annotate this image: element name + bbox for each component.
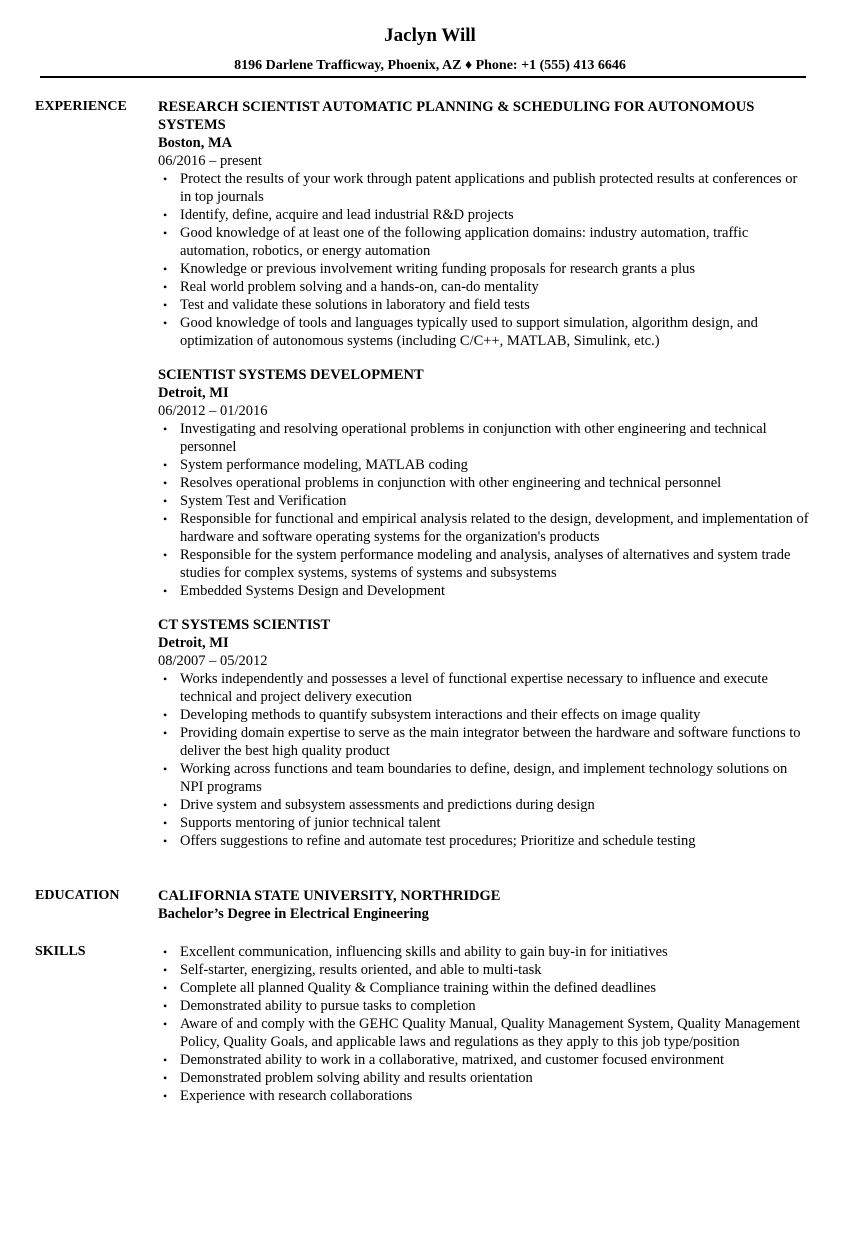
bullet-icon: • [163,981,168,995]
bullet-icon: • [163,726,168,740]
list-item: • Knowledge or previous involvement writing funding proposals for research grants a plus [163,261,696,277]
list-item: • Embedded Systems Design and Development [163,583,445,599]
degree-name: Bachelor’s Degree in Electrical Engineering [158,906,429,922]
list-item: • Responsible for the system performance modeling and analysis, analyses of alternatives and system trade studies for complex systems, systems of systems and subsystems [163,547,791,581]
education-entry [158,887,810,923]
skills-list-wrap [158,943,810,1105]
contact-line: 8196 Darlene Trafficway, Phoenix, AZ ♦ Phone: +1 (555) 413 6646 [234,58,626,73]
bullet-icon: • [163,512,168,526]
job-title: CT SYSTEMS SCIENTIST [158,617,331,633]
list-item: • Good knowledge of at least one of the following application domains: industry automation, traffic automation, robotics, or energy automation [163,225,749,259]
list-item: • Investigating and resolving operational problems in conjunction with other engineering and technical personnel [163,421,767,455]
list-item: • Real world problem solving and a hands-on, can-do mentality [163,279,539,295]
bullet-icon: • [163,494,168,508]
list-item: • Resolves operational problems in conjunction with other engineering and technical personnel [163,475,722,491]
bullet-icon: • [163,1017,168,1031]
bullet-icon: • [163,280,168,294]
bullet-icon: • [163,945,168,959]
list-item: • Excellent communication, influencing skills and ability to gain buy-in for initiatives [163,944,668,960]
job-entry [158,98,810,350]
list-item: • Self-starter, energizing, results oriented, and able to multi-task [163,962,542,978]
bullet-icon: • [163,548,168,562]
job-dates: 06/2012 – 01/2016 [158,403,268,419]
bullet-icon: • [163,476,168,490]
list-item: • Works independently and possesses a level of functional expertise necessary to influence and execute technical and project delivery execution [163,671,768,705]
list-item: • Offers suggestions to refine and automate test procedures; Prioritize and schedule testing [163,833,696,849]
bullet-icon: • [163,208,168,222]
list-item: • Complete all planned Quality & Compliance training within the defined deadlines [163,980,656,996]
job-dates: 08/2007 – 05/2012 [158,653,268,669]
bullet-icon: • [163,1071,168,1085]
bullet-icon: • [163,422,168,436]
resume-header [0,24,860,75]
list-item: • Protect the results of your work through patent applications and publish protected results at conferences or in top journals [163,171,798,205]
list-item: • Experience with research collaborations [163,1088,413,1104]
bullet-icon: • [163,458,168,472]
list-item: • Drive system and subsystem assessments and predictions during design [163,797,595,813]
bullet-icon: • [163,262,168,276]
job-location: Detroit, MI [158,635,229,651]
list-item: • Aware of and comply with the GEHC Quality Manual, Quality Management System, Quality Management Policy, Quality Goals, and applicable laws and regulations as they apply to this job type/position [163,1016,801,1050]
list-item: • Demonstrated problem solving ability and results orientation [163,1070,533,1086]
candidate-name: Jaclyn Will [384,25,476,46]
job-title: RESEARCH SCIENTIST AUTOMATIC PLANNING & SCHEDULING FOR AUTONOMOUS SYSTEMS [158,99,755,133]
list-item: • Demonstrated ability to work in a collaborative, matrixed, and customer focused environment [163,1052,724,1068]
job-entry [158,616,810,850]
list-item: • Working across functions and team boundaries to define, design, and implement technology solutions on NPI programs [163,761,788,795]
bullet-icon: • [163,999,168,1013]
education-label: EDUCATION [35,888,120,903]
list-item: • Good knowledge of tools and languages typically used to support simulation, algorithm design, and optimization of autonomous systems (including C/C++, MATLAB, Simulink, etc.) [163,315,758,349]
list-item: • System performance modeling, MATLAB coding [163,457,468,473]
job-entry [158,366,810,600]
list-item: • System Test and Verification [163,493,347,509]
skills-list [158,943,810,1105]
bullet-icon: • [163,798,168,812]
bullet-icon: • [163,584,168,598]
bullet-icon: • [163,816,168,830]
bullet-icon: • [163,708,168,722]
job-location: Boston, MA [158,135,233,151]
bullet-icon: • [163,298,168,312]
job-location: Detroit, MI [158,385,229,401]
list-item: • Demonstrated ability to pursue tasks to completion [163,998,476,1014]
list-item: • Supports mentoring of junior technical talent [163,815,441,831]
bullet-icon: • [163,963,168,977]
bullet-icon: • [163,172,168,186]
header-divider [40,76,806,78]
bullet-icon: • [163,1089,168,1103]
list-item: • Identify, define, acquire and lead industrial R&D projects [163,207,514,223]
list-item: • Responsible for functional and empirical analysis related to the design, development, and implementation of hardware and software operating systems for the organization's products [163,511,809,545]
school-name: CALIFORNIA STATE UNIVERSITY, NORTHRIDGE [158,888,501,904]
skills-label: SKILLS [35,944,86,959]
bullet-icon: • [163,1053,168,1067]
experience-list [158,98,810,866]
experience-label: EXPERIENCE [35,99,127,114]
bullet-icon: • [163,672,168,686]
list-item: • Test and validate these solutions in laboratory and field tests [163,297,530,313]
bullet-icon: • [163,316,168,330]
job-bullets [158,420,810,600]
bullet-icon: • [163,834,168,848]
bullet-icon: • [163,226,168,240]
job-bullets [158,670,810,850]
job-title: SCIENTIST SYSTEMS DEVELOPMENT [158,367,424,383]
bullet-icon: • [163,762,168,776]
job-dates: 06/2016 – present [158,153,262,169]
list-item: • Developing methods to quantify subsystem interactions and their effects on image quality [163,707,701,723]
job-bullets [158,170,810,350]
list-item: • Providing domain expertise to serve as the main integrator between the hardware and software functions to deliver the best high quality product [163,725,801,759]
